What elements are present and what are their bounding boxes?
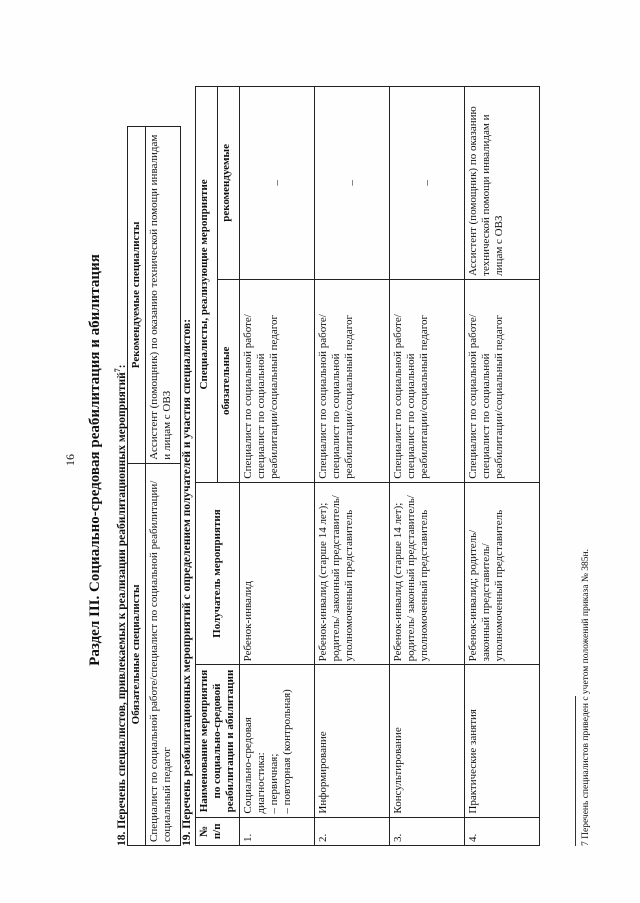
- section-title: Раздел III. Социально-средовая реабилитация и абилитация: [87, 254, 103, 666]
- table-row: [315, 87, 390, 846]
- footnote-mark: 7: [113, 368, 122, 373]
- row-recommended: Ассистент (помощник) по оказанию технической помощи инвалидам и лицам с ОВЗ: [465, 87, 540, 280]
- footnote: 7 Перечень специалистов приведен с учетом положений приказа № 385н.: [581, 549, 591, 846]
- recommended-specialists-cell: Ассистент (помощник) по оказанию технической помощи инвалидам и лицам с ОВЗ: [146, 127, 181, 464]
- required-specialists-cell: Специалист по социальной работе/специалист по социальной реабилитации/социальный педагог: [146, 463, 181, 845]
- header-name: Наименование мероприятия по социально-средовой реабилитации и абилитации: [196, 665, 240, 817]
- table-row: [390, 87, 465, 846]
- col-required-specialists: Обязательные специалисты: [128, 463, 146, 845]
- header-specialists: Специалисты, реализующие мероприятие: [196, 87, 218, 483]
- row-name: Практические занятия: [465, 665, 540, 817]
- row-recipient: Ребенок-инвалид; родитель/ законный представитель/ уполномоченный представитель: [465, 482, 540, 665]
- header-required: обязательные: [218, 279, 240, 482]
- row-recipient: Ребенок-инвалид (старше 14 лет); родитель/ законный представитель/ уполномоченный представитель: [315, 482, 390, 665]
- header-recipient: Получатель мероприятия: [196, 482, 240, 665]
- row-recipient: Ребенок-инвалид (старше 14 лет); родитель/ законный представитель/ уполномоченный представитель: [390, 482, 465, 665]
- row-num: 1.: [240, 817, 315, 845]
- col-recommended-specialists: Рекомендуемые специалисты: [128, 127, 146, 464]
- specialists-table: [127, 126, 181, 846]
- page-number: 16: [63, 454, 77, 466]
- row-required: Специалист по социальной работе/специалист по социальной реабилитации/социальный педагог: [390, 279, 465, 482]
- row-num: 3.: [390, 817, 465, 845]
- row-name: Социально-средовая диагностика: – первичная; – повторная (контрольная): [240, 665, 315, 817]
- section-19-heading: 19. Перечень реабилитационных мероприятий с определением получателей и участия специалистов:: [181, 318, 193, 846]
- section-18-heading: 18. Перечень специалистов, привлекаемых к реализации реабилитационных мероприятий$^7$:: [113, 364, 128, 846]
- measures-table: [195, 86, 540, 846]
- row-num: 2.: [315, 817, 390, 845]
- row-name: Информирование: [315, 665, 390, 817]
- row-num: 4.: [465, 817, 540, 845]
- row-name: Консультирование: [390, 665, 465, 817]
- row-required: Специалист по социальной работе/специалист по социальной реабилитации/социальный педагог: [240, 279, 315, 482]
- row-recommended: –: [240, 87, 315, 280]
- row-recommended: –: [390, 87, 465, 280]
- table-row: [240, 87, 315, 846]
- row-required: Специалист по социальной работе/специалист по социальной реабилитации/социальный педагог: [315, 279, 390, 482]
- header-recommended: рекомендуемые: [218, 87, 240, 280]
- table-row: [465, 87, 540, 846]
- header-num: № п/п: [196, 817, 240, 845]
- row-recipient: Ребенок-инвалид: [240, 482, 315, 665]
- rotated-page: [55, 70, 615, 850]
- footnote-divider: [575, 696, 576, 846]
- row-required: Специалист по социальной работе/специалист по социальной реабилитации/социальный педагог: [465, 279, 540, 482]
- row-recommended: –: [315, 87, 390, 280]
